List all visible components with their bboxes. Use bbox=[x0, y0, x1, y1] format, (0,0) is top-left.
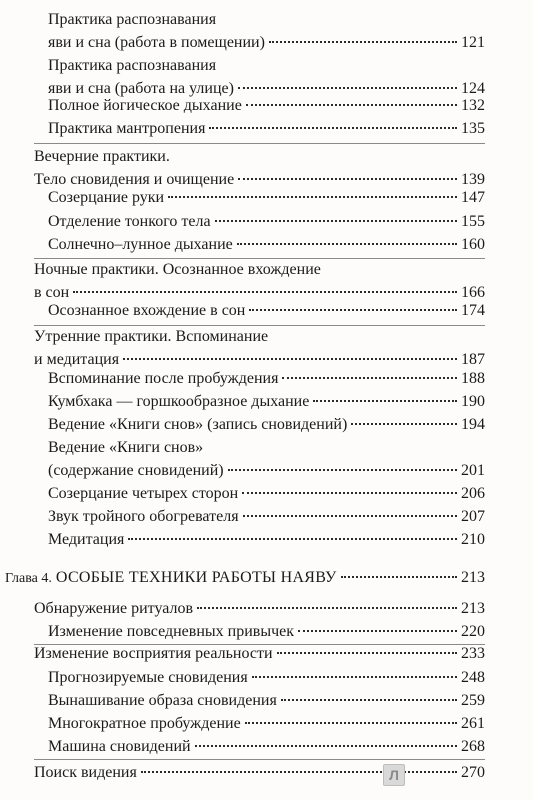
toc-entry[interactable] bbox=[48, 689, 485, 712]
toc-entry-label: (содержание сновидений) bbox=[48, 462, 224, 479]
toc-entry-label: Отделение тонкого тела bbox=[48, 213, 211, 230]
dot-leader bbox=[277, 652, 457, 654]
toc-entry-label: Кумбхака — горшкообразное дыхание bbox=[48, 393, 310, 410]
toc-page-number: 132 bbox=[461, 97, 485, 114]
toc-entry[interactable] bbox=[48, 8, 485, 54]
toc-entry-label: Полное йогическое дыхание bbox=[48, 97, 242, 114]
toc-entry[interactable] bbox=[48, 94, 485, 117]
toc-entry-label: Звук тройного обогревателя bbox=[48, 508, 239, 525]
toc-entry-label: Многократное пробуждение bbox=[48, 715, 241, 732]
toc-entry-label: Машина сновидений bbox=[48, 738, 191, 755]
toc-entry[interactable] bbox=[48, 299, 485, 322]
toc-page-number: 233 bbox=[461, 645, 485, 662]
toc-page-number: 213 bbox=[461, 600, 485, 617]
dot-leader bbox=[249, 309, 457, 311]
toc-entry[interactable] bbox=[48, 186, 485, 209]
toc-entry-label: Медитация bbox=[48, 531, 125, 548]
toc-entry-label: Вынашивание образа сновидения bbox=[48, 692, 277, 709]
dot-leader bbox=[228, 469, 457, 471]
toc-entry[interactable] bbox=[48, 413, 485, 436]
dot-leader bbox=[197, 607, 457, 609]
toc-page-number: 160 bbox=[461, 236, 485, 253]
toc-entry[interactable] bbox=[48, 482, 485, 505]
toc-page-number: 201 bbox=[461, 462, 485, 479]
toc-entry[interactable] bbox=[34, 325, 485, 371]
toc-page-number: 220 bbox=[461, 623, 485, 640]
section-divider bbox=[34, 143, 485, 144]
toc-entry-label: яви и сна (работа в помещении) bbox=[48, 34, 265, 51]
toc-page-number: 139 bbox=[461, 171, 485, 188]
chapter-title: ОСОБЫЕ ТЕХНИКИ РАБОТЫ НАЯВУ bbox=[55, 569, 337, 586]
toc-entry[interactable] bbox=[48, 528, 485, 551]
section-divider bbox=[34, 759, 485, 760]
toc-chapter-entry[interactable] bbox=[5, 566, 485, 590]
toc-page-number: 268 bbox=[461, 738, 485, 755]
dot-leader bbox=[245, 722, 457, 724]
toc-entry-label: Практика мантропения bbox=[48, 120, 206, 137]
dot-leader bbox=[195, 745, 457, 747]
toc-page-number: 213 bbox=[461, 569, 485, 586]
toc-page-number: 259 bbox=[461, 692, 485, 709]
dot-leader bbox=[341, 576, 457, 578]
toc-page-number: 194 bbox=[461, 416, 485, 433]
toc-entry[interactable] bbox=[48, 666, 485, 689]
toc-entry-label: и медитация bbox=[34, 351, 120, 368]
toc-page-number: 206 bbox=[461, 485, 485, 502]
toc-page-number: 248 bbox=[461, 669, 485, 686]
toc-page-number: 124 bbox=[461, 80, 485, 97]
toc-entry[interactable] bbox=[48, 436, 485, 482]
dot-leader bbox=[313, 400, 457, 402]
toc-entry-label: Созерцание четырех сторон bbox=[48, 485, 239, 502]
toc-page-number: 135 bbox=[461, 120, 485, 137]
toc-entry-label: яви и сна (работа на улице) bbox=[48, 80, 234, 97]
toc-entry-label: Изменение повседневных привычек bbox=[48, 623, 294, 640]
toc-entry-line1: Практика распознавания bbox=[48, 11, 217, 28]
dot-leader bbox=[252, 676, 457, 678]
dot-leader bbox=[298, 630, 457, 632]
toc-entry-line1: Практика распознавания bbox=[48, 57, 217, 74]
toc-entry-label: Ведение «Книги снов» (запись сновидений) bbox=[48, 416, 348, 433]
toc-entry[interactable] bbox=[34, 761, 485, 784]
toc-entry[interactable] bbox=[48, 210, 485, 233]
toc-page-number: 188 bbox=[461, 370, 485, 387]
toc-page-number: 210 bbox=[461, 531, 485, 548]
dot-leader bbox=[215, 220, 457, 222]
toc-page-number: 155 bbox=[461, 213, 485, 230]
toc-page-number: 270 bbox=[461, 764, 485, 781]
toc-entry-line1: Ведение «Книги снов» bbox=[48, 439, 204, 456]
toc-page-number: 166 bbox=[461, 284, 485, 301]
toc-page-number: 190 bbox=[461, 393, 485, 410]
toc-page-number: 174 bbox=[461, 302, 485, 319]
toc-entry-label: Солнечно–лунное дыхание bbox=[48, 236, 233, 253]
dot-leader bbox=[351, 423, 457, 425]
dot-leader bbox=[73, 291, 457, 293]
toc-entry[interactable] bbox=[48, 505, 485, 528]
dot-leader bbox=[238, 178, 457, 180]
dot-leader bbox=[128, 538, 457, 540]
toc-page-number: 121 bbox=[461, 34, 485, 51]
toc-entry-label: Изменение восприятия реальности bbox=[34, 645, 273, 662]
toc-entry-label: Поиск видения bbox=[34, 764, 137, 781]
toc-entry-label: Тело сновидения и очищение bbox=[34, 171, 235, 188]
toc-entry[interactable] bbox=[48, 735, 485, 758]
dot-leader bbox=[237, 243, 457, 245]
toc-entry[interactable] bbox=[48, 390, 485, 413]
toc-entry-line1: Ночные практики. Осознанное вхождение bbox=[34, 261, 321, 278]
toc-entry[interactable] bbox=[48, 712, 485, 735]
toc-entry-label: Осознанное вхождение в сон bbox=[48, 302, 246, 319]
dot-leader bbox=[209, 127, 457, 129]
toc-entry-label: Прогнозируемые сновидения bbox=[48, 669, 248, 686]
dot-leader bbox=[246, 104, 457, 106]
dot-leader bbox=[269, 41, 457, 43]
dot-leader bbox=[141, 771, 457, 773]
dot-leader bbox=[281, 699, 457, 701]
toc-entry-label: в сон bbox=[34, 284, 70, 301]
dot-leader bbox=[238, 87, 457, 89]
toc-entry[interactable] bbox=[34, 642, 485, 665]
toc-entry-label: Обнаружение ритуалов bbox=[34, 600, 194, 617]
toc-entry[interactable] bbox=[48, 367, 485, 390]
dot-leader bbox=[282, 377, 457, 379]
toc-entry[interactable] bbox=[48, 620, 485, 643]
toc-page-number: 187 bbox=[461, 351, 485, 368]
dot-leader bbox=[243, 515, 457, 517]
toc-page-number: 207 bbox=[461, 508, 485, 525]
toc-entry[interactable] bbox=[48, 117, 485, 140]
toc-entry-label: Созерцание руки bbox=[48, 189, 165, 206]
toc-entry[interactable] bbox=[34, 597, 485, 620]
toc-entry[interactable] bbox=[34, 145, 485, 191]
watermark-logo: Л bbox=[383, 764, 405, 786]
dot-leader bbox=[123, 358, 457, 360]
dot-leader bbox=[168, 196, 457, 198]
toc-page-number: 261 bbox=[461, 715, 485, 732]
toc-entry-line1: Вечерние практики. bbox=[34, 148, 170, 165]
toc-entry-label: Вспоминание после пробуждения bbox=[48, 370, 279, 387]
chapter-prefix: Глава 4. bbox=[5, 571, 52, 586]
toc-entry[interactable] bbox=[34, 258, 485, 304]
toc-page-number: 147 bbox=[461, 189, 485, 206]
toc-entry[interactable] bbox=[48, 233, 485, 256]
dot-leader bbox=[242, 492, 457, 494]
toc-entry-line1: Утренние практики. Вспоминание bbox=[34, 328, 269, 345]
